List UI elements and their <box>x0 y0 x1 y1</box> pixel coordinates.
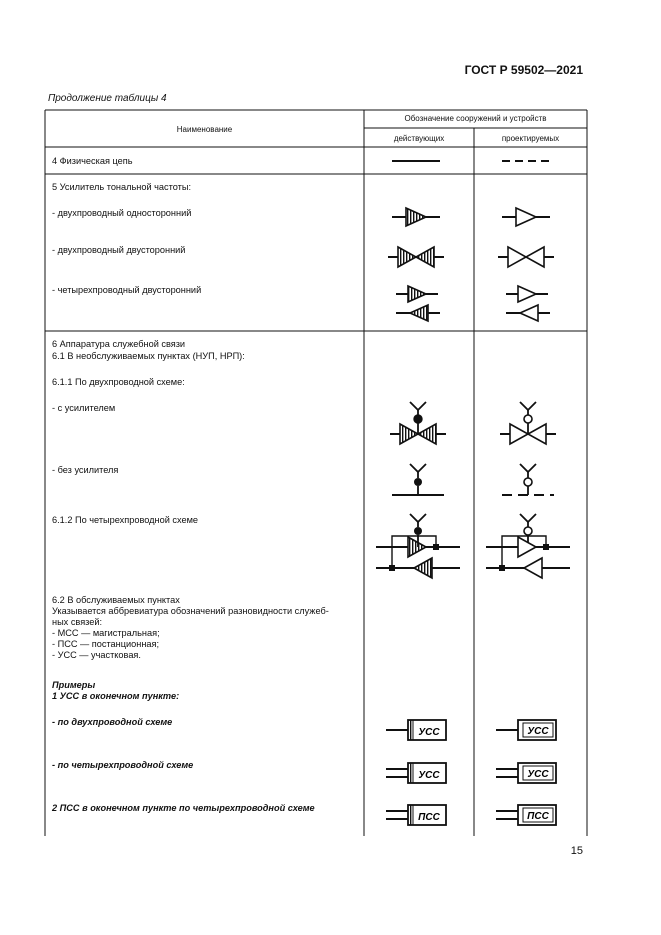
row-with-amplifier: - с усилителем <box>52 403 116 413</box>
uss-label: УСС <box>418 727 440 738</box>
pss-label: ПСС <box>418 812 440 823</box>
standard-number: ГОСТ Р 59502—2021 <box>464 63 583 77</box>
row-attended-points: 6.2 В обслуживаемых пунктах <box>52 595 180 605</box>
row-amp-two-wire-one-way: - двухпроводный односторонний <box>52 208 192 218</box>
uss-label: УСС <box>527 769 549 780</box>
row-without-amplifier: - без усилителя <box>52 465 119 475</box>
uss-four-wire-existing-symbol <box>386 760 450 786</box>
physical-circuit-existing-symbol <box>392 156 442 166</box>
row-abbrev-note-1: Указывается аббревиатура обозначений разновидности служеб- <box>52 606 329 616</box>
row-two-wire-scheme: 6.1.1 По двухпроводной схеме: <box>52 377 185 387</box>
amp-two-wire-one-way-planned-symbol <box>502 206 552 228</box>
table-continuation: Продолжение таблицы 4 <box>48 93 167 104</box>
uss-two-wire-existing-symbol <box>386 717 450 743</box>
row-unattended-points: 6.1 В необслуживаемых пунктах (НУП, НРП): <box>52 351 245 361</box>
pss-label: ПСС <box>527 811 549 822</box>
service-four-wire-existing-symbol <box>376 512 460 578</box>
row-service-equipment: 6 Аппаратура служебной связи <box>52 339 186 349</box>
row-abbrev-note-2: ных связей: <box>52 617 103 627</box>
amp-two-wire-two-way-existing-symbol <box>388 245 444 269</box>
uss-label: УСС <box>527 726 549 737</box>
col-designation-header: Обозначение сооружений и устройств <box>404 114 547 123</box>
example-1a: - по двухпроводной схеме <box>52 717 173 727</box>
example-1: 1 УСС в оконечном пункте: <box>52 691 180 701</box>
pss-four-wire-existing-symbol <box>386 802 450 828</box>
service-four-wire-planned-symbol <box>486 512 570 578</box>
col-existing-header: действующих <box>393 134 445 143</box>
uss-two-wire-planned-symbol <box>496 717 560 743</box>
uss-four-wire-planned-symbol <box>496 760 560 786</box>
pss-four-wire-planned-symbol <box>496 802 560 828</box>
example-1b: - по четырехпроводной схеме <box>52 760 194 770</box>
amp-two-wire-two-way-planned-symbol <box>498 245 554 269</box>
row-amp-two-wire-two-way: - двухпроводный двусторонний <box>52 245 186 255</box>
amp-two-wire-one-way-existing-symbol <box>392 206 442 228</box>
row-four-wire-scheme: 6.1.2 По четырехпроводной схеме <box>52 515 198 525</box>
service-two-wire-noamp-planned-symbol <box>502 462 554 498</box>
row-uss: - УСС — участковая. <box>52 650 141 660</box>
row-mss: - МСС — магистральная; <box>52 628 160 638</box>
amp-four-wire-two-way-existing-symbol <box>396 283 442 325</box>
example-2: 2 ПСС в оконечном пункте по четырехпроводной схеме <box>52 803 315 813</box>
uss-label: УСС <box>418 770 440 781</box>
row-amp-four-wire-two-way: - четырехпроводный двусторонний <box>52 285 202 295</box>
page-number: 15 <box>570 845 583 857</box>
service-two-wire-amp-existing-symbol <box>390 400 446 448</box>
service-two-wire-noamp-existing-symbol <box>392 462 444 498</box>
row-physical-circuit: 4 Физическая цепь <box>52 156 133 166</box>
service-two-wire-amp-planned-symbol <box>500 400 556 448</box>
examples-title: Примеры <box>52 680 96 690</box>
physical-circuit-planned-symbol <box>502 156 552 166</box>
row-pss: - ПСС — постанционная; <box>52 639 160 649</box>
amp-four-wire-two-way-planned-symbol <box>506 283 552 325</box>
row-vf-amplifier: 5 Усилитель тональной частоты: <box>52 182 191 192</box>
col-name-header: Наименование <box>176 125 233 134</box>
col-planned-header: проектируемых <box>501 134 560 143</box>
